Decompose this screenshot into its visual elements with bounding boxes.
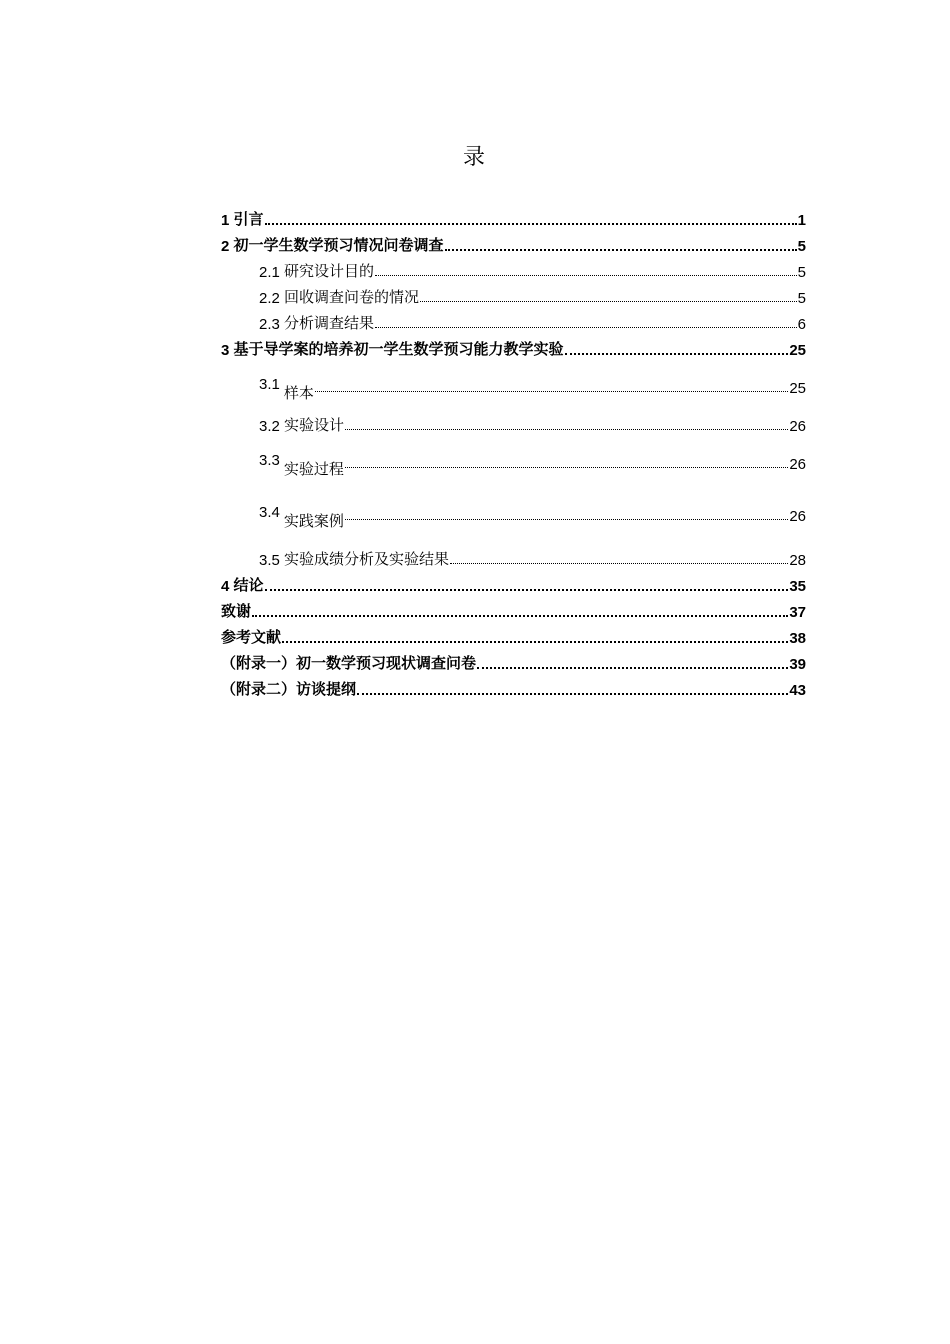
toc-label: 回收调查问卷的情况 xyxy=(284,288,420,306)
toc-label: 分析调查结果 xyxy=(284,314,375,332)
toc-number: 1 xyxy=(221,212,230,229)
toc-label: 研究设计目的 xyxy=(284,262,375,280)
dot-leader xyxy=(375,327,797,328)
toc-page-number: 26 xyxy=(789,418,806,435)
toc-number: 3.5 xyxy=(259,552,280,569)
toc-label: （附录二）访谈提纲 xyxy=(221,681,357,698)
toc-number: 2.1 xyxy=(259,264,280,281)
toc-page-number: 25 xyxy=(789,342,806,359)
toc-page-number: 1 xyxy=(797,212,806,229)
dot-leader xyxy=(345,429,788,430)
toc-page-number: 43 xyxy=(789,682,806,699)
toc-entry[interactable] xyxy=(221,255,806,281)
toc-page-number: 5 xyxy=(797,238,806,255)
toc-page-number: 5 xyxy=(797,290,806,307)
toc-label: 实验设计 xyxy=(284,416,345,434)
toc-label: 结论 xyxy=(233,577,264,594)
toc-label: 基于导学案的培养初一学生数学预习能力教学实验 xyxy=(233,341,564,358)
toc-label: 实践案例 xyxy=(283,512,344,530)
dot-leader xyxy=(450,563,788,564)
toc-entry[interactable] xyxy=(221,203,806,229)
dot-leader xyxy=(265,223,797,225)
toc-number: 2.3 xyxy=(259,316,280,333)
dot-leader xyxy=(445,249,797,251)
toc-label: 实验过程 xyxy=(283,460,344,478)
toc-entry[interactable] xyxy=(221,473,806,530)
toc-label: 引言 xyxy=(233,211,264,228)
toc-page-number: 26 xyxy=(789,508,806,525)
toc-page-number: 5 xyxy=(797,264,806,281)
toc-page-number: 39 xyxy=(789,656,806,673)
toc-entry[interactable] xyxy=(221,281,806,307)
toc-number: 3.1 xyxy=(259,376,280,393)
dot-leader xyxy=(345,519,788,520)
table-of-contents xyxy=(221,203,806,699)
dot-leader xyxy=(565,353,789,355)
dot-leader xyxy=(420,301,797,302)
toc-page-number: 38 xyxy=(789,630,806,647)
toc-entry[interactable] xyxy=(221,569,806,595)
toc-page-number: 28 xyxy=(789,552,806,569)
toc-entry[interactable] xyxy=(221,307,806,333)
toc-label: 参考文献 xyxy=(221,629,282,646)
toc-entry[interactable] xyxy=(221,595,806,621)
toc-entry[interactable] xyxy=(221,435,806,478)
toc-entry[interactable] xyxy=(221,359,806,402)
dot-leader xyxy=(375,275,797,276)
toc-entry[interactable] xyxy=(221,647,806,673)
toc-number: 4 xyxy=(221,578,230,595)
toc-entry[interactable] xyxy=(221,621,806,647)
toc-entry[interactable] xyxy=(221,333,806,359)
toc-entry[interactable] xyxy=(221,673,806,699)
toc-page-number: 25 xyxy=(789,380,806,397)
toc-number: 3.3 xyxy=(259,452,280,469)
toc-entry[interactable] xyxy=(221,525,806,569)
toc-page-number: 6 xyxy=(797,316,806,333)
page-title: 录 xyxy=(462,144,487,169)
toc-number: 3 xyxy=(221,342,230,359)
dot-leader xyxy=(345,467,788,468)
toc-label: 初一学生数学预习情况问卷调查 xyxy=(233,237,444,254)
dot-leader xyxy=(357,693,788,695)
toc-label: 致谢 xyxy=(221,603,252,620)
toc-page-number: 35 xyxy=(789,578,806,595)
dot-leader xyxy=(265,589,789,591)
toc-number: 3.4 xyxy=(259,504,280,521)
toc-page-number: 26 xyxy=(789,456,806,473)
toc-label: 实验成绩分析及实验结果 xyxy=(284,550,450,568)
toc-number: 2.2 xyxy=(259,290,280,307)
dot-leader xyxy=(315,391,788,392)
toc-page-number: 37 xyxy=(789,604,806,621)
dot-leader xyxy=(282,641,788,643)
toc-label: 样本 xyxy=(283,384,314,402)
toc-entry[interactable] xyxy=(221,229,806,255)
toc-label: （附录一）初一数学预习现状调查问卷 xyxy=(221,655,477,672)
toc-number: 2 xyxy=(221,238,230,255)
dot-leader xyxy=(477,667,788,669)
dot-leader xyxy=(252,615,788,617)
toc-number: 3.2 xyxy=(259,418,280,435)
